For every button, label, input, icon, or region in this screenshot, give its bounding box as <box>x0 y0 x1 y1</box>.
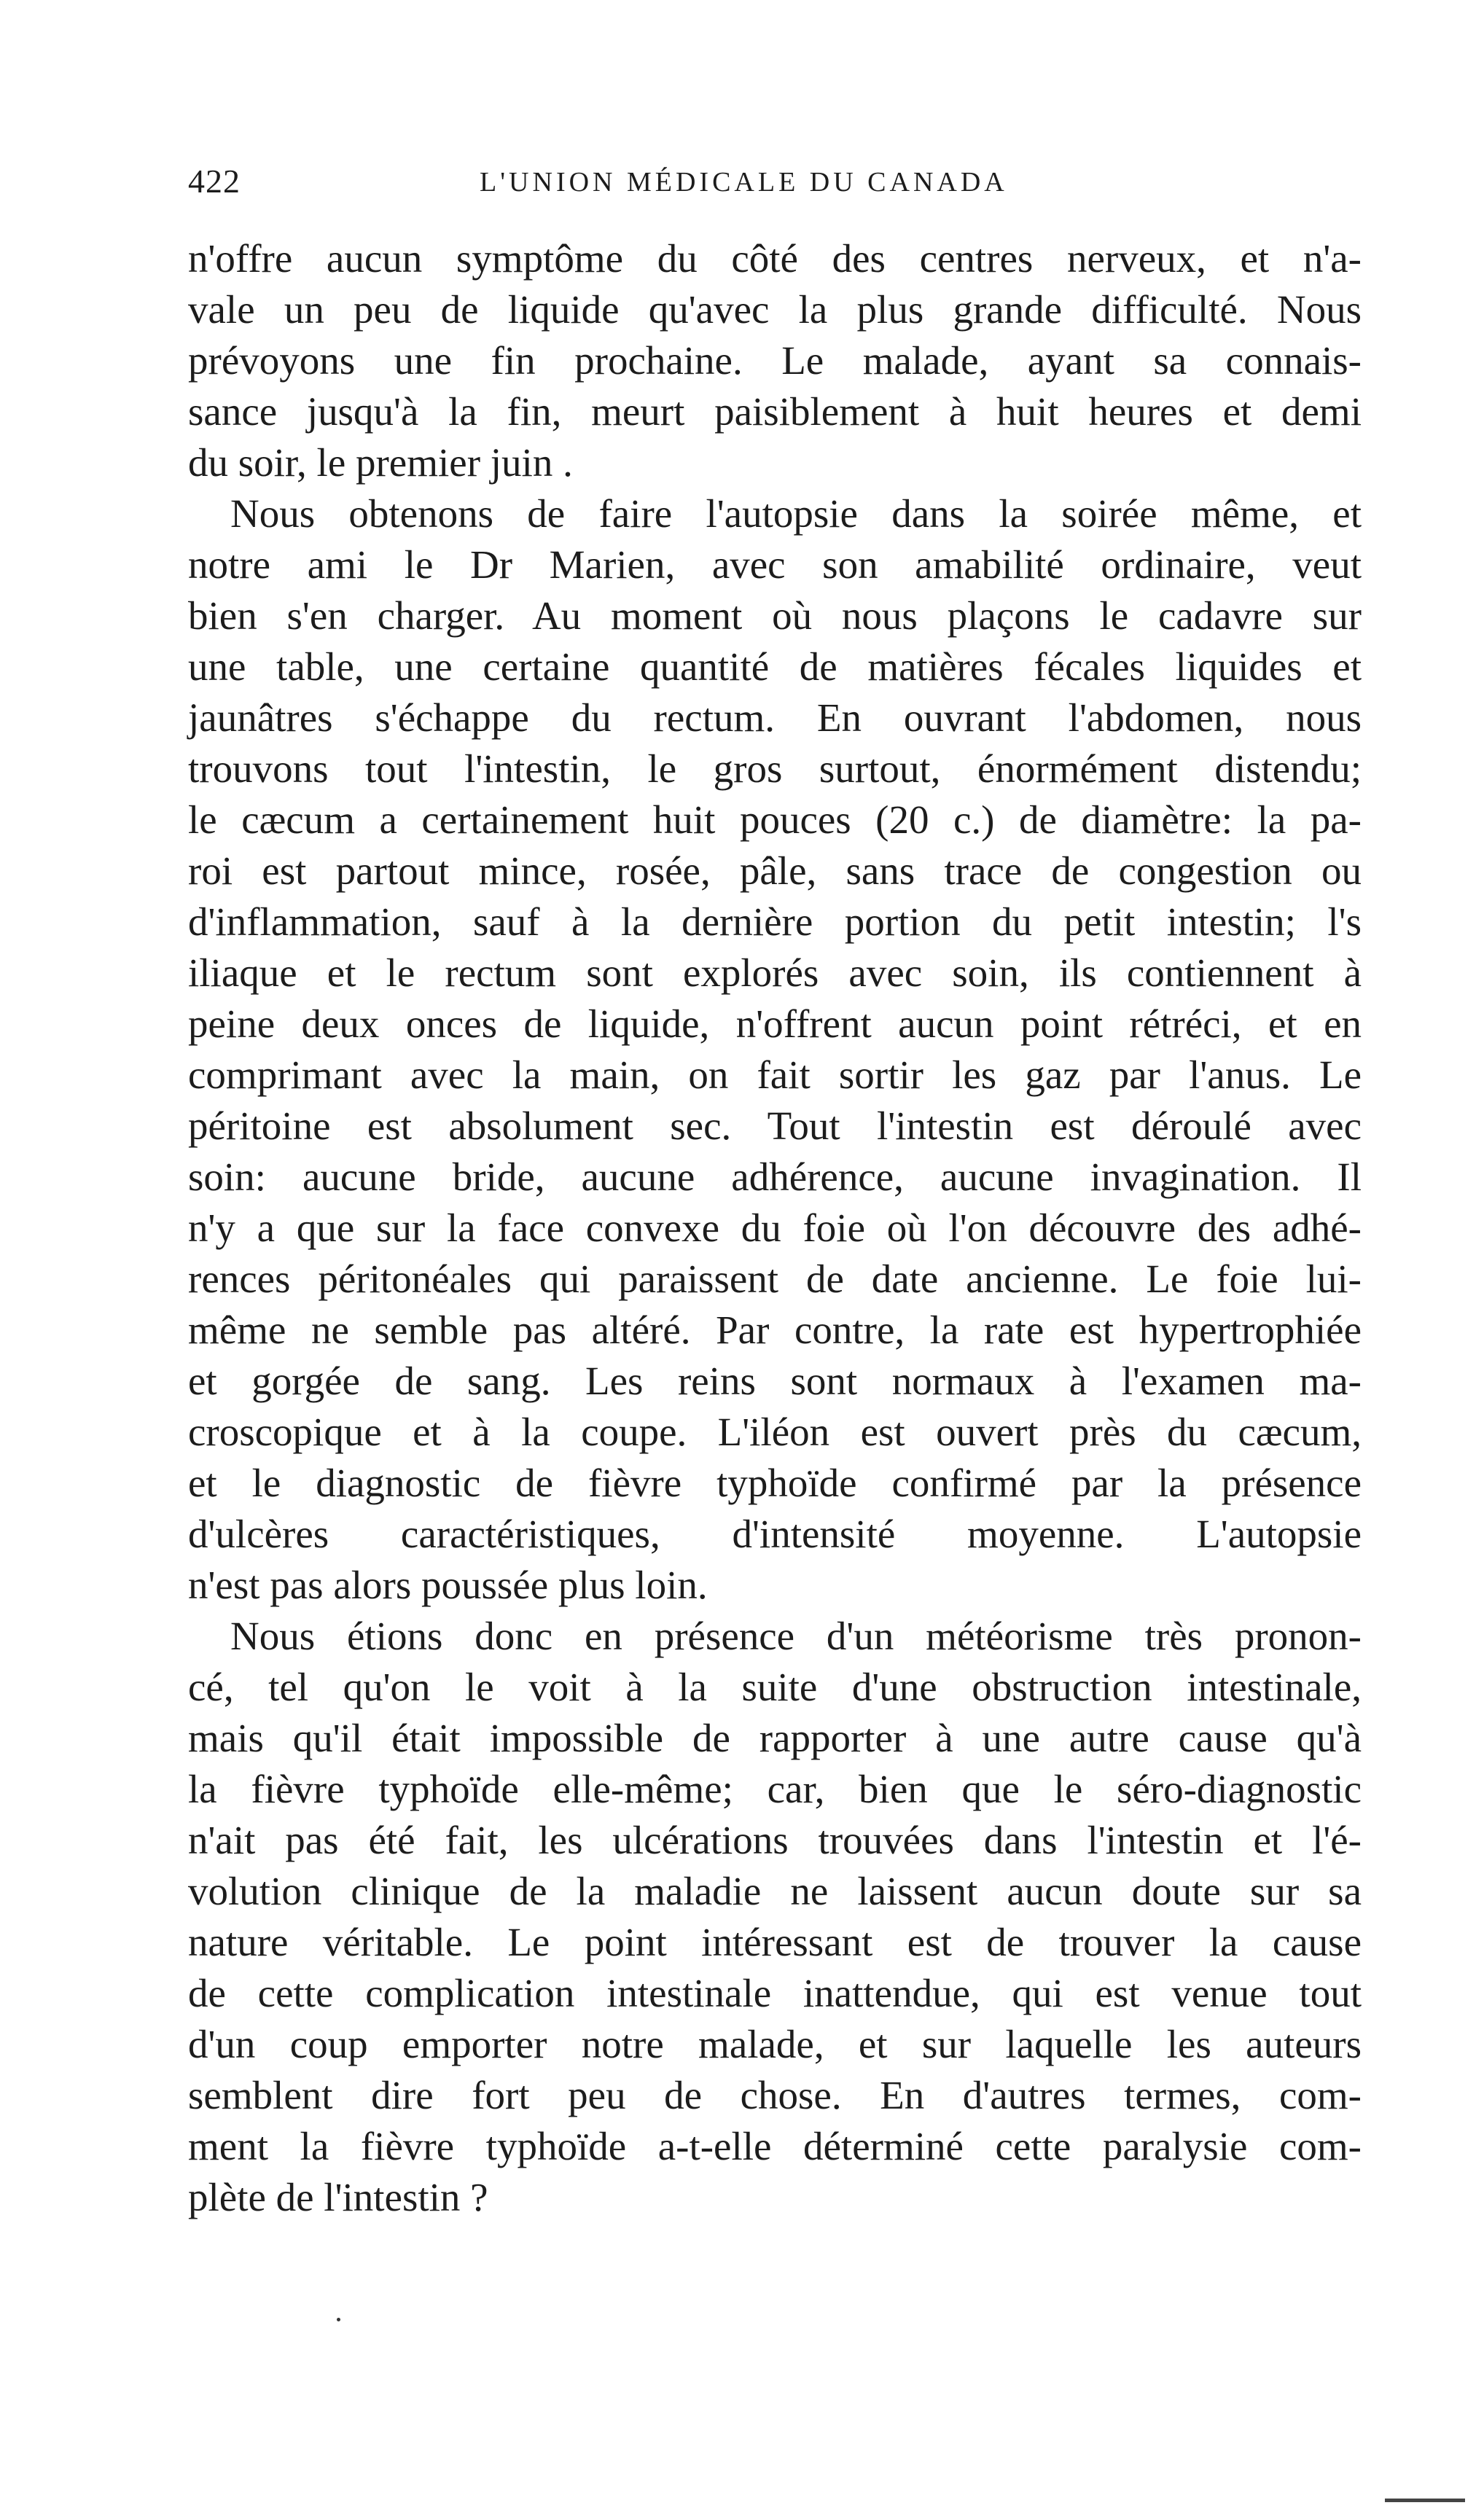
text-line: et gorgée de sang. Les reins sont normaux à l'examen ma- <box>188 1359 1362 1403</box>
edge-mark <box>1385 2499 1465 2502</box>
text-line: n'ait pas été fait, les ulcérations trouvées dans l'intestin et l'é- <box>188 1818 1362 1862</box>
text-line: la fièvre typhoïde elle-même; car, bien que le séro-diagnostic <box>188 1767 1362 1811</box>
text-line: iliaque et le rectum sont explorés avec soin, ils contiennent à <box>188 950 1362 995</box>
body-text <box>188 233 1362 2223</box>
page-header <box>188 162 1092 206</box>
text-line: Nous obtenons de faire l'autopsie dans la soirée même, et <box>230 491 1362 536</box>
text-line: une table, une certaine quantité de matières fécales liquides et <box>188 644 1362 689</box>
text-line: sance jusqu'à la fin, meurt paisiblement à huit heures et demi <box>188 389 1362 434</box>
text-line: plète de l'intestin ? <box>188 2175 488 2219</box>
text-line: n'y a que sur la face convexe du foie où l'on découvre des adhé- <box>188 1206 1362 1250</box>
text-line: comprimant avec la main, on fait sortir les gaz par l'anus. Le <box>188 1052 1362 1097</box>
text-line: notre ami le Dr Marien, avec son amabilité ordinaire, veut <box>188 542 1362 587</box>
paragraph-3 <box>188 1611 1362 2223</box>
text-line: volution clinique de la maladie ne laissent aucun doute sur sa <box>188 1869 1362 1913</box>
text-line: le cæcum a certainement huit pouces (20 c.) de diamètre: la pa- <box>188 797 1362 842</box>
text-line: du soir, le premier juin . <box>188 440 573 485</box>
text-line: semblent dire fort peu de chose. En d'autres termes, com- <box>188 2073 1362 2117</box>
text-line: peine deux onces de liquide, n'offrent aucun point rétréci, et en <box>188 1001 1362 1046</box>
text-line: cé, tel qu'on le voit à la suite d'une obstruction intestinale, <box>188 1665 1362 1709</box>
text-line: ment la fièvre typhoïde a-t-elle déterminé cette paralysie com- <box>188 2124 1362 2168</box>
text-line: soin: aucune bride, aucune adhérence, aucune invagination. Il <box>188 1155 1362 1199</box>
page-number: 422 <box>188 163 241 200</box>
text-line: prévoyons une fin prochaine. Le malade, ayant sa connais- <box>188 338 1362 383</box>
text-line: rences péritonéales qui paraissent de date ancienne. Le foie lui- <box>188 1257 1362 1301</box>
text-line: mais qu'il était impossible de rapporter à une autre cause qu'à <box>188 1716 1362 1760</box>
running-title: L'UNION MÉDICALE DU CANADA <box>480 167 1008 198</box>
text-line: trouvons tout l'intestin, le gros surtout, énormément distendu; <box>188 746 1362 791</box>
text-line: d'ulcères caractéristiques, d'intensité moyenne. L'autopsie <box>188 1512 1362 1556</box>
text-line: péritoine est absolument sec. Tout l'intestin est déroulé avec <box>188 1103 1362 1148</box>
text-line: bien s'en charger. Au moment où nous plaçons le cadavre sur <box>188 593 1362 638</box>
text-line: vale un peu de liquide qu'avec la plus grande difficulté. Nous <box>188 287 1362 332</box>
text-line: jaunâtres s'échappe du rectum. En ouvrant l'abdomen, nous <box>188 695 1362 740</box>
text-line: croscopique et à la coupe. L'iléon est ouvert près du cæcum, <box>188 1410 1362 1454</box>
text-line: n'offre aucun symptôme du côté des centres nerveux, et n'a- <box>188 236 1362 281</box>
text-line: Nous étions donc en présence d'un météorisme très pronon- <box>230 1614 1362 1658</box>
text-line: même ne semble pas altéré. Par contre, la rate est hypertrophiée <box>188 1308 1362 1352</box>
text-line: de cette complication intestinale inattendue, qui est venue tout <box>188 1971 1362 2015</box>
print-speck <box>337 2318 340 2321</box>
text-line: n'est pas alors poussée plus loin. <box>188 1563 708 1607</box>
text-line: d'un coup emporter notre malade, et sur laquelle les auteurs <box>188 2022 1362 2066</box>
text-line: et le diagnostic de fièvre typhoïde confirmé par la présence <box>188 1461 1362 1505</box>
text-line: nature véritable. Le point intéressant est de trouver la cause <box>188 1920 1362 1964</box>
text-line: roi est partout mince, rosée, pâle, sans trace de congestion ou <box>188 848 1362 893</box>
text-line: d'inflammation, sauf à la dernière portion du petit intestin; l's <box>188 899 1362 944</box>
paragraph-1 <box>188 233 1362 488</box>
paragraph-2 <box>188 488 1362 1611</box>
